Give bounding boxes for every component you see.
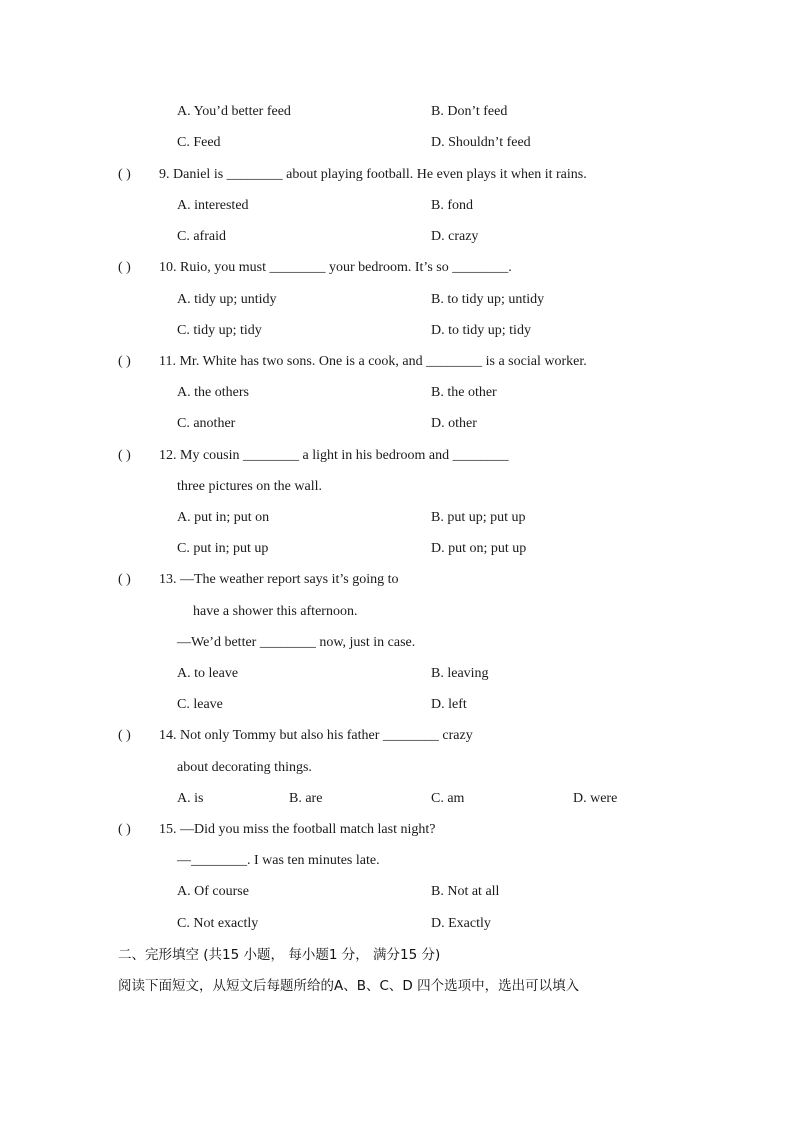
q11-option-a: A. the others xyxy=(177,385,249,400)
q11-option-d: D. other xyxy=(431,416,477,431)
q14-option-b: B. are xyxy=(289,791,323,806)
q11-stem: 11. Mr. White has two sons. One is a cook, and ________ is a social worker. xyxy=(159,354,587,369)
q13-stem-continued: have a shower this afternoon. xyxy=(193,604,358,619)
q8-option-c: C. Feed xyxy=(177,135,221,150)
q13-option-a: A. to leave xyxy=(177,666,239,681)
q14-stem: 14. Not only Tommy but also his father ________ crazy xyxy=(159,728,473,743)
q9-answer-blank: ( ) xyxy=(118,167,131,182)
section-2-heading: 二、完形填空 (共15 小题， 每小题1 分， 满分15 分) xyxy=(118,947,441,963)
q12-answer-blank: ( ) xyxy=(118,448,131,463)
q9-option-b: B. fond xyxy=(431,198,473,213)
q11-option-b: B. the other xyxy=(431,385,497,400)
q10-option-a: A. tidy up; untidy xyxy=(177,292,277,307)
q13-stem: 13. —The weather report says it’s going to xyxy=(159,572,399,587)
q13-option-d: D. left xyxy=(431,697,467,712)
q13-reply: —We’d better ________ now, just in case. xyxy=(177,635,416,650)
q9-stem: 9. Daniel is ________ about playing football. He even plays it when it rains. xyxy=(159,167,587,182)
q15-reply: —________. I was ten minutes late. xyxy=(177,853,380,868)
q9-option-d: D. crazy xyxy=(431,229,479,244)
q8-option-d: D. Shouldn’t feed xyxy=(431,135,531,150)
q14-option-c: C. am xyxy=(431,791,465,806)
q14-stem-continued: about decorating things. xyxy=(177,760,312,775)
q15-option-d: D. Exactly xyxy=(431,916,491,931)
q12-option-c: C. put in; put up xyxy=(177,541,269,556)
q10-option-c: C. tidy up; tidy xyxy=(177,323,262,338)
q15-answer-blank: ( ) xyxy=(118,822,131,837)
q13-answer-blank: ( ) xyxy=(118,572,131,587)
q14-answer-blank: ( ) xyxy=(118,728,131,743)
q10-answer-blank: ( ) xyxy=(118,260,131,275)
q13-option-b: B. leaving xyxy=(431,666,489,681)
q9-option-c: C. afraid xyxy=(177,229,226,244)
q12-option-d: D. put on; put up xyxy=(431,541,527,556)
q12-stem-continued: three pictures on the wall. xyxy=(177,479,323,494)
q8-option-a: A. You’d better feed xyxy=(177,104,291,119)
q15-stem: 15. —Did you miss the football match last night? xyxy=(159,822,436,837)
q13-option-c: C. leave xyxy=(177,697,223,712)
q11-answer-blank: ( ) xyxy=(118,354,131,369)
q11-option-c: C. another xyxy=(177,416,236,431)
q8-option-b: B. Don’t feed xyxy=(431,104,508,119)
q9-option-a: A. interested xyxy=(177,198,249,213)
q15-option-a: A. Of course xyxy=(177,884,249,899)
q12-option-b: B. put up; put up xyxy=(431,510,526,525)
q10-option-d: D. to tidy up; tidy xyxy=(431,323,531,338)
q10-option-b: B. to tidy up; untidy xyxy=(431,292,545,307)
q14-option-d: D. were xyxy=(573,791,618,806)
section-2-instruction: 阅读下面短文，从短文后每题所给的A、B、C、D 四个选项中，选出可以填入 xyxy=(118,978,580,994)
q15-option-b: B. Not at all xyxy=(431,884,500,899)
q10-stem: 10. Ruio, you must ________ your bedroom. It’s so ________. xyxy=(159,260,512,275)
q15-option-c: C. Not exactly xyxy=(177,916,259,931)
q12-option-a: A. put in; put on xyxy=(177,510,270,525)
q12-stem: 12. My cousin ________ a light in his bedroom and ________ xyxy=(159,448,509,463)
q14-option-a: A. is xyxy=(177,791,204,806)
